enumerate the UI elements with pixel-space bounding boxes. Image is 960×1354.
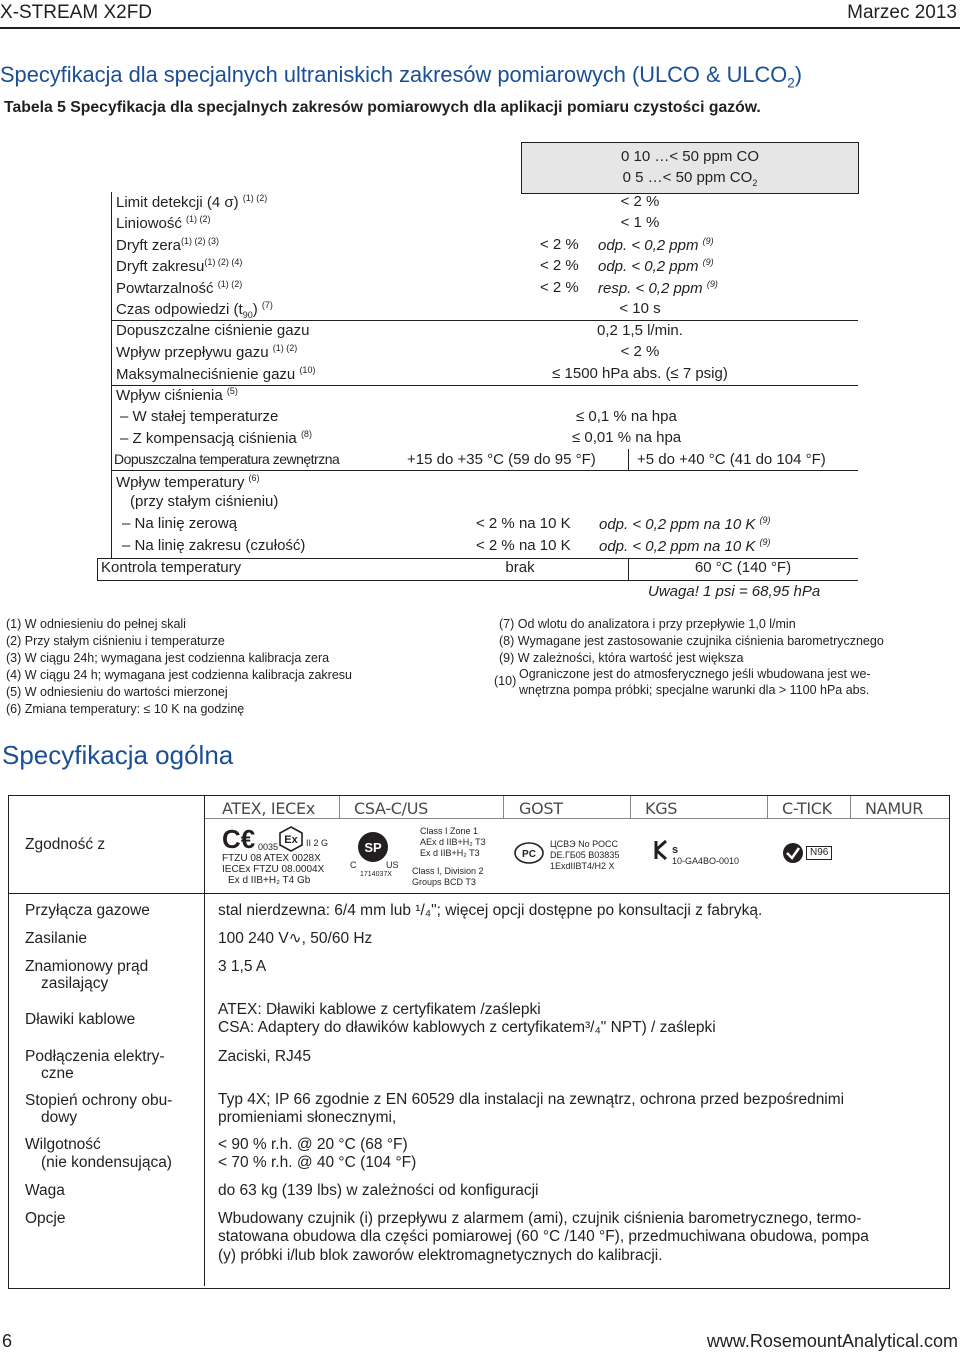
general-col-divider [204,796,205,1286]
row-label-limit: Limit detekcji (4 σ) $^{(1) (2)}$ [116,193,268,211]
gen-value-wilgotnosc-2: < 70 % r.h. @ 40 °C (104 °F) [218,1154,417,1171]
gen-value-stopien: Typ 4X; IP 66 zgodnie z EN 60529 dla instalacji na zewnątrz, ochrona przed bezpośrednimi [218,1091,845,1108]
row-label-powtarzalnosc: Powtarzalność $^{(1) (2)}$ [116,279,243,297]
atex-line-1: FTZU 08 ATEX 0028X [222,853,321,864]
gost-pc-logo-icon [514,842,544,864]
footnote-right: (8) Wymagane jest zastosowanie czujnika ciśnienia barometrycznego [499,634,884,648]
row-label-linia-zerowa: – Na linię zerową [122,515,238,532]
row-label-dop-cisnienie: Dopuszczalne ciśnienie gazu [116,322,310,339]
table-caption: Tabela 5 Specyfikacja dla specjalnych zakresów pomiarowych dla aplikacji pomiaru czystości gazów. [4,99,761,116]
row-value-kontrola-temp-2: 60 °C (140 °F) [694,559,792,576]
row-divider [111,470,858,471]
cert-sep [339,796,340,818]
gen-label-podlaczenia-2: czne [41,1065,74,1082]
label-rule [111,192,112,385]
row-label-wplyw-temp-2: (przy stałym ciśnieniu) [130,493,279,510]
gen-label-przylacza: Przyłącza gazowe [25,902,150,919]
row-divider [97,580,858,581]
psi-note: Uwaga! 1 psi = 68,95 hPa [648,583,821,600]
gen-value-waga: do 63 kg (139 lbs) w zależności od konfiguracji [218,1182,539,1199]
gen-label-prad: Znamionowy prąd [25,958,149,975]
row-value-dryft-zakresu-2: odp. < 0,2 ppm $^{(9)}$ [598,257,714,275]
row-value-maks-cisnienie: ≤ 1500 hPa abs. (≤ 7 psig) [552,365,728,382]
label-rule [97,558,98,580]
row-value-dryft-zera-2: odp. < 0,2 ppm $^{(9)}$ [598,236,714,254]
row-label-linia-zakresu: – Na linię zakresu (czułość) [122,537,306,554]
row-value-dryft-zakresu-1: < 2 % [540,257,579,274]
footnote-left: (3) W ciągu 24h; wymagana jest codzienna kalibracja zera [6,651,330,665]
row-label-dryft-zakresu: Dryft zakresu$^{(1) (2) (4)}$ [116,257,243,275]
gen-label-zasilanie: Zasilanie [25,930,88,947]
cert-sep [767,796,768,818]
gen-value-zasilanie: 100 240 V∿, 50/60 Hz [218,930,373,947]
gost-line-1: ЦСВЭ No РОСС [550,839,618,849]
ex-hexagon-icon [278,826,304,852]
general-title: Specyfikacja ogólna [2,740,234,770]
row-label-maks-cisnienie: Maksymalneciśnienie gazu $^{(10)}$ [116,365,316,383]
gen-label-stopien-2: dowy [41,1109,78,1126]
gen-value-prad: 3 1,5 A [218,958,267,975]
svg-text:PC: PC [522,849,536,860]
footnote-left: (2) Przy stałym ciśnieniu i temperaturze [6,634,225,648]
kgs-number: 10-GA4BO-0010 [672,856,740,866]
csa-logo-icon [356,830,390,864]
gen-label-dlawiki: Dławiki kablowe [25,1011,136,1028]
footnote-right: (9) W zależności, która wartość jest większa [499,651,744,665]
gost-line-2: DE.ГБ05 В03835 [550,850,620,860]
row-label-kontrola-temp: Kontrola temperatury [101,559,242,576]
gen-value-opcje-3: (y) próbki i/lub blok zaworów elektromagnetycznych do kalibracji. [218,1247,663,1264]
footnote-10-line1: Ograniczone jest do atmosferycznego jeśli wbudowana jest we- [519,667,871,681]
footnote-10-num: (10) [494,674,517,688]
csa-c: C [350,860,357,870]
gen-value-przylacza: stal nierdzewna: 6/4 mm lub ¹/₄"; więcej opcji dostępne po konsultacji z fabryką. [218,902,763,919]
cert-header-kgs: KGS [645,799,678,818]
csa-line-2: AEx d IIB+H₂ T3 [420,837,486,847]
gost-line-3: 1ExdIIBT4/H2 X [550,861,615,871]
row-value-dop-temp-2: +5 do +40 °C (41 do 104 °F) [637,451,826,468]
csa-line-1: Class I Zone 1 [420,826,479,836]
row-value-powt-2: resp. < 0,2 ppm $^{(9)}$ [598,279,718,297]
row-label-wplyw-przeplywu: Wpływ przepływu gazu $^{(1) (2)}$ [116,343,298,361]
page-number: 6 [2,1331,13,1351]
header-product: X-STREAM X2FD [0,2,153,23]
gen-label-waga: Waga [25,1182,65,1199]
row-label-kompensacja: – Z kompensacją ciśnienia $^{(8)}$ [120,429,312,447]
cert-sep [850,796,851,818]
section-title: Specyfikacja dla specjalnych ultraniskich zakresów pomiarowych (ULCO & $ULCO_2$) [0,62,803,91]
ce-mark-icon: C€ [222,824,256,854]
row-value-dop-cisnienie: 0,2 1,5 l/min. [597,322,683,339]
label-rule [111,470,112,558]
row-label-dryft-zera: Dryft zera$^{(1) (2) (3)}$ [116,236,220,254]
gen-value-opcje-2: statowana obudowa dla części pomiarowej (60 °C /140 °F), przedmuchiwana obudowa, pompa [218,1228,869,1245]
cert-header-gost: GOST [519,799,563,818]
row-value-lin: < 1 % [620,214,660,231]
gen-value-wilgotnosc: < 90 % r.h. @ 20 °C (68 °F) [218,1136,408,1153]
row-value-linia-zerowa-2: odp. < 0,2 ppm na 10 K $^{(9)}$ [599,515,771,533]
cell-divider [628,449,629,470]
gen-value-opcje: Wbudowany czujnik (i) przepływu z alarmem (ami), czujnik ciśnienia barometrycznego, termo- [218,1210,862,1227]
row-value-linia-zakresu-2: odp. < 0,2 ppm na 10 K $^{(9)}$ [599,537,771,555]
cert-sep [630,796,631,818]
atex-ce-number: 0035 [258,842,279,852]
cert-header-csa: CSA-C/US [354,799,429,818]
gen-label-stopien: Stopień ochrony obu- [25,1092,173,1109]
zgodnosc-label: Zgodność z [25,836,106,853]
cert-sep [503,796,504,818]
row-divider [111,320,858,321]
row-label-czas: Czas odpowiedzi $(t_{90})$ $^{(7)}$ [116,300,273,320]
cert-header-atex: ATEX, IECEx [222,799,315,818]
atex-line-3: Ex d IIB+H₂ T4 Gb [228,875,311,886]
row-value-powt-1: < 2 % [540,279,579,296]
header-rule [0,27,960,29]
general-row-divider [9,893,949,894]
row-value-limit: < 2 % [620,193,660,210]
row-value-kontrola-temp-1: brak [505,559,535,576]
row-label-stala-temp: – W stałej temperaturze [120,408,279,425]
row-label-wplyw-cisnienia: Wpływ ciśnienia $^{(5)}$ [116,386,238,404]
gen-label-opcje: Opcje [25,1210,66,1227]
gen-value-dlawiki-2: CSA: Adaptery do dławików kablowych z certyfikatem³/₄" NPT) / zaślepki [218,1019,716,1036]
row-label-dop-temp: Dopuszczalna temperatura zewnętrzna [114,451,340,467]
row-value-dryft-zera-1: < 2 % [540,236,579,253]
csa-number: 1714037X [360,871,392,878]
row-value-linia-zerowa-1: < 2 % na 10 K [476,515,571,532]
csa-line-4: Class I, Division 2 [412,866,484,876]
atex-line-2: IECEx FTZU 08.0004X [222,864,325,875]
namur-n96: N96 [806,846,832,860]
gen-label-podlaczenia: Podłączenia elektry- [25,1048,165,1065]
footnote-left: (6) Zmiana temperatury: ≤ 10 K na godzinę [6,702,245,716]
cert-header-namur: NAMUR [865,799,924,818]
row-value-stala-temp: ≤ 0,1 % na hpa [576,408,677,425]
cert-header-ctick: C-TICK [782,799,832,818]
csa-us: US [386,860,399,870]
gen-value-dlawiki: ATEX: Dławiki kablowe z certyfikatem /zaślepki [218,1001,541,1018]
kgs-s: s [672,844,679,856]
footnote-right: (7) Od wlotu do analizatora i przy przepływie 1,0 l/min [499,617,796,631]
gen-value-podlaczenia: Zaciski, RJ45 [218,1048,312,1065]
svg-text:SP: SP [364,840,382,855]
gen-value-stopien-2: promieniami słonecznymi, [218,1109,397,1126]
row-value-wplyw-przeplywu: < 2 % [620,343,660,360]
row-value-linia-zakresu-1: < 2 % na 10 K [476,537,571,554]
row-label-lin: Liniowość $^{(1) (2)}$ [116,214,211,232]
range-line-2: 0 5 …< 50 ppm $CO_2$ [622,169,758,188]
footer-url[interactable]: www.RosemountAnalytical.com [706,1331,958,1351]
gen-label-prad-2: zasilający [41,975,109,992]
row-value-dop-temp-1: +15 do +35 °C (59 do 95 °F) [407,451,596,468]
svg-text:Ex: Ex [284,834,298,846]
c-tick-logo-icon [782,842,804,864]
csa-line-3: Ex d IIB+H₂ T3 [420,848,480,858]
footnote-10-line2: wnętrzna pompa próbki; specjalne warunki dla > 1100 hPa abs. [519,683,870,697]
csa-line-5: Groups BCD T3 [412,877,476,887]
row-value-kompensacja: ≤ 0,01 % na hpa [572,429,682,446]
row-label-wplyw-temp: Wpływ temperatury $^{(6)}$ [116,473,260,491]
cert-underline [205,818,949,819]
range-line-1: 0 10 …< 50 ppm CO [621,148,759,165]
footnote-left: (5) W odniesieniu do wartości mierzonej [6,685,228,699]
label-rule [111,385,112,470]
gen-label-wilgotnosc: Wilgotność [25,1136,101,1153]
footnote-left: (1) W odniesieniu do pełnej skali [6,617,186,631]
gen-label-wilgotnosc-2: (nie kondensująca) [41,1154,172,1171]
header-date: Marzec 2013 [847,2,957,23]
row-value-czas: < 10 s [619,300,661,317]
footnote-left: (4) W ciągu 24 h; wymagana jest codzienna kalibracja zakresu [6,668,353,682]
atex-group: II 2 G [306,838,329,848]
